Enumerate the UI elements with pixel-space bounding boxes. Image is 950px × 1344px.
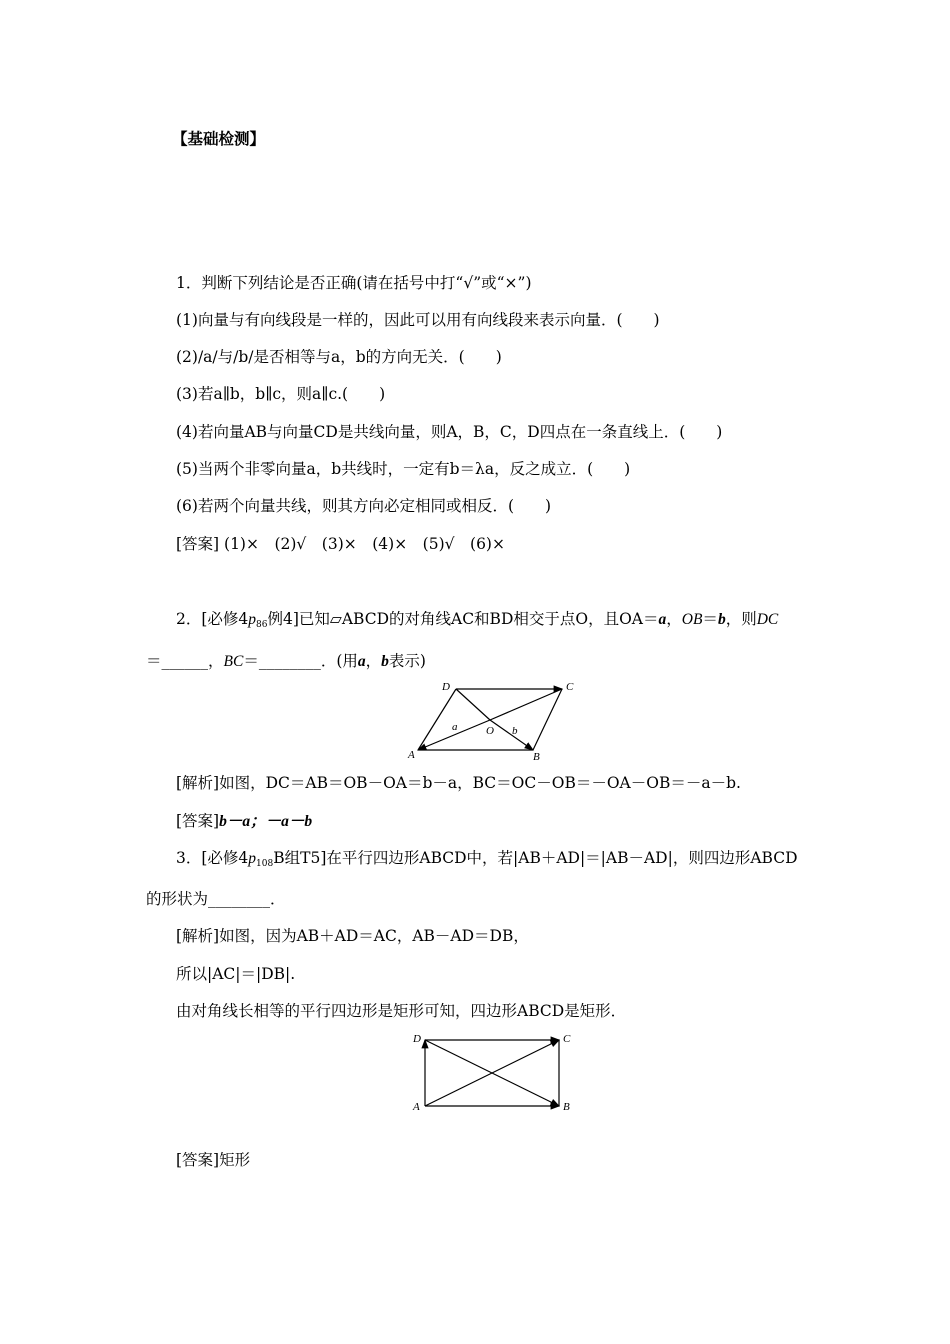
q2-stem-line1: 2．[必修$4p_{86}$例4]已知▱ABCD的对角线AC和BD相交于点O，且OA＝a，OB＝b，则DC: [176, 610, 779, 630]
section-title: 【基础检测】: [172, 129, 266, 148]
label-C: C: [563, 1033, 571, 1045]
label-O: O: [486, 725, 494, 737]
label-B: B: [533, 751, 540, 763]
rectangle-figure: [405, 1028, 585, 1120]
q2-answer: [答案]b－a；－a－b: [176, 812, 313, 830]
label-B: B: [563, 1101, 570, 1113]
q1-item-6: (6)若两个向量共线，则其方向必定相同或相反．( ): [176, 497, 552, 515]
q3-answer: [答案]矩形: [176, 1151, 251, 1169]
q2-analysis: [解析]如图，DC＝AB＝OB－OA＝b－a，BC＝OC－OB＝－OA－OB＝－a－b.: [176, 774, 741, 792]
label-A: A: [413, 1101, 420, 1113]
q1-item-5: (5)当两个非零向量a，b共线时，一定有b＝λa，反之成立．( ): [176, 460, 631, 478]
label-D: D: [413, 1033, 421, 1045]
q1-stem: 1．判断下列结论是否正确(请在括号中打“√”或“×”): [176, 274, 532, 292]
q1-answer: [答案] (1)× (2)√ (3)× (4)× (5)√ (6)×: [176, 535, 505, 553]
q3-stem-line2: 的形状为________．: [146, 890, 286, 908]
q2-stem-line2: ＝______，BC＝________．(用a，b表示): [146, 652, 426, 670]
label-b: b: [512, 725, 518, 737]
q1-item-4: (4)若向量AB与向量CD是共线向量，则A，B，C，D四点在一条直线上．( ): [176, 423, 723, 441]
q1-item-1: (1)向量与有向线段是一样的，因此可以用有向线段来表示向量．( ): [176, 311, 660, 329]
q3-stem-line1: 3．[必修$4p_{108}B$组T5]在平行四边形ABCD中，若|AB＋AD|＝|AB－AD|，则四边形ABCD: [176, 849, 798, 869]
label-A: A: [408, 749, 415, 761]
label-C: C: [566, 681, 574, 693]
parallelogram-figure: [400, 678, 590, 764]
q3-analysis-1: [解析]如图，因为AB＋AD＝AC，AB－AD＝DB，: [176, 927, 529, 945]
label-D: D: [442, 681, 450, 693]
label-a: a: [452, 721, 458, 733]
q1-item-3: (3)若a∥b，b∥c，则a∥c.( ): [176, 385, 386, 403]
q3-analysis-3: 由对角线长相等的平行四边形是矩形可知，四边形ABCD是矩形．: [176, 1002, 627, 1020]
q1-item-2: (2)/a/与/b/是否相等与a，b的方向无关．( ): [176, 348, 502, 366]
q3-analysis-2: 所以|AC|＝|DB|.: [176, 965, 296, 983]
